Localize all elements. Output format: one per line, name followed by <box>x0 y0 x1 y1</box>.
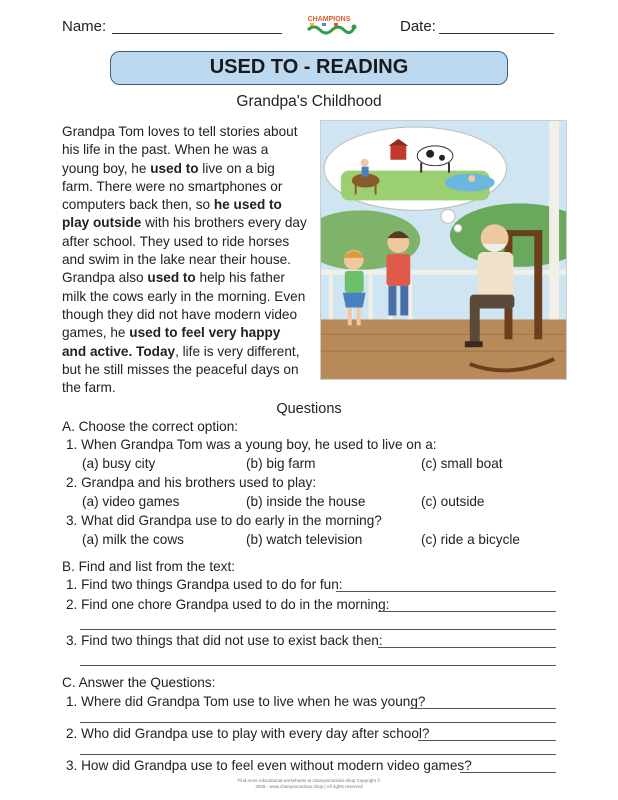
section-a-heading: A. Choose the correct option: <box>62 419 239 434</box>
question-a1: 1. When Grandpa Tom was a young boy, he used to live on a: <box>66 437 437 452</box>
name-label: Name: <box>62 18 107 35</box>
worksheet-title: USED TO - READING <box>110 51 508 85</box>
logo-text: CHAMPIONS <box>307 16 351 23</box>
answer-line-c1[interactable] <box>410 708 556 709</box>
option-a3-c[interactable]: (c) ride a bicycle <box>421 532 520 547</box>
story-subtitle: Grandpa's Childhood <box>236 93 382 110</box>
answer-line-b3[interactable] <box>378 647 556 648</box>
story-bold-phrase: used to <box>150 160 199 176</box>
story-segment: , life is very different, but he still misses the peaceful days on the farm. <box>62 343 300 396</box>
answer-line-c1-extra[interactable] <box>80 722 556 723</box>
option-a1-a[interactable]: (a) busy city <box>82 456 156 471</box>
question-c2: 2. Who did Grandpa use to play with every day after school? <box>66 726 430 741</box>
story-segment: help his father milk the cows early in the morning. Even though they did not have modern video games, he <box>62 270 306 341</box>
question-b2: 2. Find one chore Grandpa used to do in the morning: <box>66 597 390 612</box>
worksheet-header <box>62 18 556 40</box>
option-a1-c[interactable]: (c) small boat <box>421 456 503 471</box>
footer-line-2: 2026 - www.championsclass.shop | All rights reserved <box>255 784 363 789</box>
name-answer-line[interactable] <box>112 33 282 34</box>
questions-title: Questions <box>276 401 342 417</box>
footer-line-1: Find more educational worksheets at championsclass.shop Copyright © <box>237 778 381 783</box>
answer-line-c2-extra[interactable] <box>80 754 556 755</box>
option-a1-b[interactable]: (b) big farm <box>246 456 316 471</box>
question-b3: 3. Find two things that did not use to exist back then: <box>66 633 383 648</box>
answer-line-b2-extra[interactable] <box>80 629 556 630</box>
option-a3-a[interactable]: (a) milk the cows <box>82 532 184 547</box>
story-bold-phrase: he used to play outside <box>62 197 282 231</box>
grandpa-porch-illustration <box>320 120 567 380</box>
story-text <box>62 123 308 397</box>
question-a2: 2. Grandpa and his brothers used to play: <box>66 475 317 490</box>
story-segment: Grandpa Tom loves to tell stories about his life in the past. When he was a young boy, he <box>62 124 298 176</box>
answer-line-b1[interactable] <box>336 591 556 592</box>
copyright-footer <box>0 778 618 790</box>
answer-line-c2[interactable] <box>418 740 556 741</box>
answer-line-b3-extra[interactable] <box>80 665 556 666</box>
question-a3: 3. What did Grandpa use to do early in the morning? <box>66 513 382 528</box>
question-c1: 1. Where did Grandpa Tom use to live when he was young? <box>66 694 426 709</box>
question-b1: 1. Find two things Grandpa used to do for fun: <box>66 577 343 592</box>
section-b-heading: B. Find and list from the text: <box>62 559 236 574</box>
answer-line-c3[interactable] <box>460 772 556 773</box>
option-a2-c[interactable]: (c) outside <box>421 494 485 509</box>
story-segment: live on a big farm. There were no smartphones or computers back then, so <box>62 160 283 213</box>
date-answer-line[interactable] <box>439 33 554 34</box>
option-a3-b[interactable]: (b) watch television <box>246 532 363 547</box>
champions-logo <box>300 12 358 38</box>
story-segment: with his brothers every day after school. They used to ride horses and swim in the lake near their house. Grandpa also <box>62 215 307 286</box>
option-a2-b[interactable]: (b) inside the house <box>246 494 366 509</box>
option-a2-a[interactable]: (a) video games <box>82 494 180 509</box>
answer-line-b2[interactable] <box>378 611 556 612</box>
story-bold-phrase: used to <box>147 270 196 286</box>
date-label: Date: <box>400 18 436 35</box>
question-c3: 3. How did Grandpa use to feel even without modern video games? <box>66 758 472 773</box>
story-bold-phrase: used to feel very happy and active. Today <box>62 325 281 359</box>
section-c-heading: C. Answer the Questions: <box>62 675 216 690</box>
